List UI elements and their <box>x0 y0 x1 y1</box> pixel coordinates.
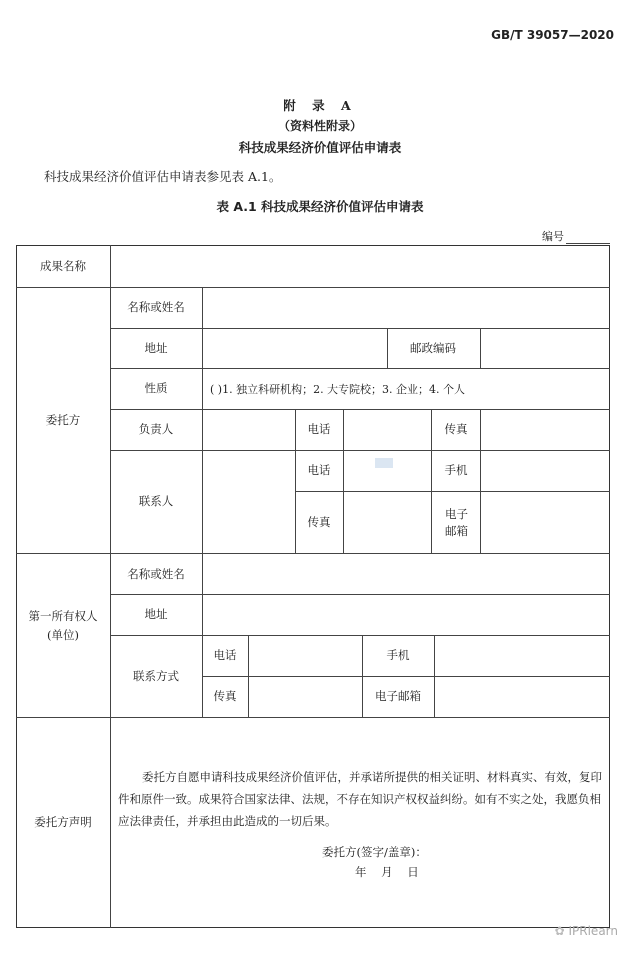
owner-name-input[interactable] <box>203 554 609 593</box>
col-divider <box>362 635 363 717</box>
owner-address-input[interactable] <box>203 595 609 634</box>
standard-code: GB/T 39057—2020 <box>491 28 614 42</box>
watermark-label: IPRlearn <box>568 924 618 938</box>
contact-fax-label: 传真 <box>307 515 331 529</box>
col-divider <box>295 409 296 553</box>
client-phone-input[interactable] <box>344 410 430 449</box>
client-postcode-input[interactable] <box>481 329 609 367</box>
owner-mobile-label: 手机 <box>386 648 410 662</box>
watermark-text <box>555 924 618 938</box>
contact-fax-input[interactable] <box>344 492 430 552</box>
achievement-name-input[interactable] <box>111 246 609 286</box>
client-leader-input[interactable] <box>203 410 294 449</box>
owner-phone-label: 电话 <box>213 648 237 662</box>
appendix-subtitle: （资料性附录） <box>277 119 362 133</box>
owner-email-label: 电子邮箱 <box>375 689 421 703</box>
table-caption: 表 A.1 科技成果经济价值评估申请表 <box>216 199 424 214</box>
signature-label[interactable]: 委托方(签字/盖章)： <box>322 845 427 859</box>
contact-mobile-label: 手机 <box>444 463 468 477</box>
client-fax-input[interactable] <box>481 410 609 449</box>
contact-phone-input[interactable] <box>344 451 430 490</box>
section-divider <box>16 717 610 718</box>
client-address-label: 地址 <box>144 341 168 355</box>
client-fax-label: 传真 <box>444 422 468 436</box>
owner-address-label: 地址 <box>144 607 168 621</box>
client-address-input[interactable] <box>203 329 386 367</box>
declaration-section-label: 委托方声明 <box>34 815 92 829</box>
contact-email-input[interactable] <box>481 492 609 552</box>
owner-name-label: 名称或姓名 <box>127 567 185 581</box>
col-divider <box>110 245 111 928</box>
owner-contact-method-label: 联系方式 <box>133 669 179 683</box>
col-divider <box>431 409 432 553</box>
client-contact-label: 联系人 <box>138 494 174 508</box>
appendix-title: 附 录 A <box>283 98 357 113</box>
number-label: 编号 <box>542 230 564 243</box>
owner-mobile-input[interactable] <box>435 636 609 675</box>
owner-section-label-line2: (单位) <box>47 628 79 642</box>
col-divider <box>387 328 388 368</box>
wechat-icon: ✿ <box>554 924 569 938</box>
date-label[interactable]: 年 月 日 <box>355 865 419 879</box>
row-divider <box>110 368 610 369</box>
small-watermark-icon <box>375 458 393 468</box>
client-postcode-label: 邮政编码 <box>410 341 456 355</box>
client-nature-options[interactable]: ( )1. 独立科研机构；2. 大专院校；3. 企业；4. 个人 <box>210 383 466 396</box>
owner-fax-label: 传真 <box>213 689 237 703</box>
client-phone-label: 电话 <box>307 422 331 436</box>
owner-phone-input[interactable] <box>249 636 361 675</box>
form-title: 科技成果经济价值评估申请表 <box>238 140 402 155</box>
contact-email-label: 电子邮箱 <box>445 507 468 538</box>
owner-section-label-line1: 第一所有权人 <box>28 609 98 623</box>
contact-phone-label: 电话 <box>307 463 331 477</box>
declaration-text: 委托方自愿申请科技成果经济价值评估，并承诺所提供的相关证明、材料真实、有效，复印件和原件一致。成果符合国家法律、法规，不存在知识产权权益纠纷。如有不实之处，我愿负相应法律责任，并承担由此造成的一切后果。 <box>118 770 602 828</box>
client-leader-label: 负责人 <box>138 422 174 436</box>
owner-section-label <box>29 607 98 645</box>
achievement-name-label: 成果名称 <box>40 259 86 273</box>
client-contact-input[interactable] <box>203 451 294 552</box>
intro-text: 科技成果经济价值评估申请表参见表 A.1。 <box>44 169 282 184</box>
owner-fax-input[interactable] <box>249 677 361 716</box>
client-nature-label: 性质 <box>144 381 168 395</box>
client-name-label: 名称或姓名 <box>127 300 185 314</box>
number-field[interactable] <box>542 228 610 244</box>
number-blank[interactable] <box>566 231 610 244</box>
contact-mobile-input[interactable] <box>481 451 609 490</box>
client-section-label: 委托方 <box>45 413 81 427</box>
owner-email-input[interactable] <box>435 677 609 716</box>
client-name-input[interactable] <box>203 288 609 327</box>
